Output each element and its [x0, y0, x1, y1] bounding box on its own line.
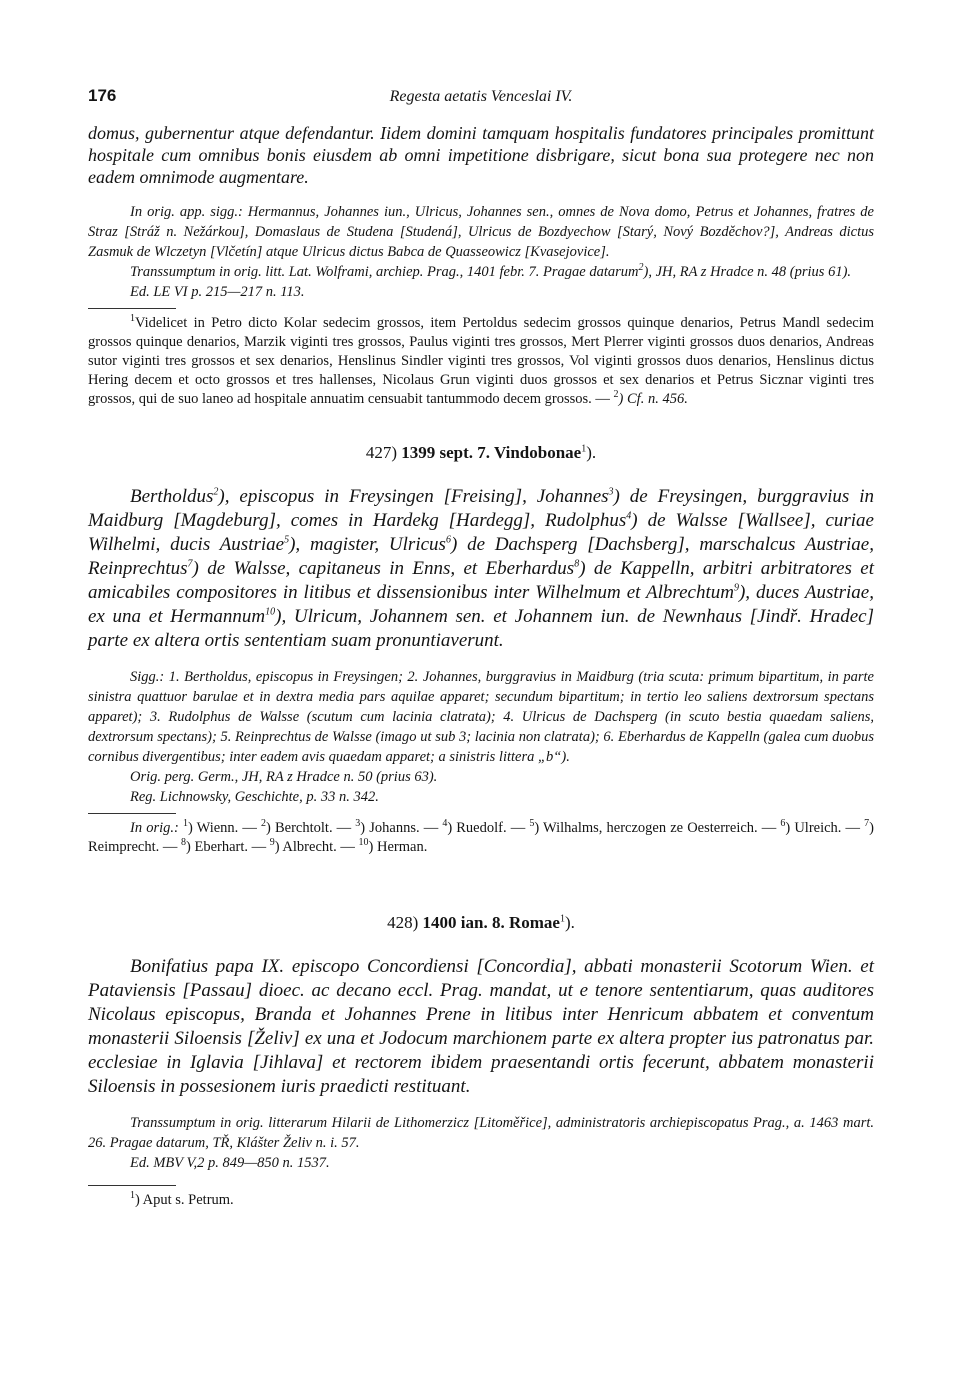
footnote-ref: 10: [265, 606, 276, 618]
footnote-ref: 4: [442, 818, 448, 830]
regest-segment: ) de Dachsperg [Dachsberg], marschalcus Austriae, Reinprechtus: [88, 534, 874, 579]
entry-426-continuation: domus, gubernentur atque defendantur. Iidem domini tamquam hospitalis fundatores principales promittunt hospitale cum omnibus bonis eiusdem ab omni impetitione disbrigare, sicut bona sua protegere nec non eadem omnimode augmentare.: [88, 123, 874, 187]
footnote-ref: 3: [355, 818, 361, 830]
running-title: Regesta aetatis Venceslai IV.: [389, 88, 573, 105]
footnote-ref: 2: [638, 262, 644, 274]
entry-427-regest: [88, 485, 874, 653]
entry-427-sigilla: Sigg.: 1. Bertholdus, episcopus in Freysingen; 2. Johannes, burggravius in Maidburg (tria scuta: primum bipartitum, in parte sinistra quattuor barulae et in dextra media pars aquilae apparet; secundum bipartitum; in tertio leo saliens dextrorsum spectans apparet); 3. Rudolphus de Walsse (scutum cum lacinia clatrata); 4. Ulricus de Dachsperg (in scuto bestia quaedam saliens, dextrorsum spectans); 5. Reinprechtus de Walsse (imago ut sub 3; lacinia non clatrata); 6. Eberhardus de Kappelln (galea cum duobus cornibus divergentibus; inter eadem avis quaedam apparet; a sinistris littera „b“).: [88, 669, 874, 765]
entry-427-apparatus: [88, 667, 874, 807]
footnote-segment: ) Albrecht. —: [274, 839, 359, 855]
entry-426-footnote: $^1$Videlicet in Petro dicto Kolar sedecim grossos, item Pertoldus sedecim grossos quinque denarios, Petrus Mandl sedecim grossos quinque denarios, Marzik viginti tres grossos, Paulus viginti tres grossos, Mert Plerrer viginti grossos duos denarios, Andreas sutor viginti tres grossos et sex denarios, Henslinus Sindler viginti tres grossos, Vol viginti grossos duos denarios, Henslinus dictus Hering decem et octo grossos et tres hallenses, Nicolaus Grun viginti duos grossos et sex denarios et Petrus Sicznar viginti tres grossos, qui de suo laneo ad hospitale annuatim censuabit tantummodo decem grossos. — $^2$) Cf. n. 456.: [88, 313, 874, 407]
footnote-ref: 5: [284, 534, 290, 546]
footnote-segment: ) Johanns. —: [360, 820, 443, 836]
entry-428-transsumptum: Transsumptum in orig. litterarum Hilarii de Lithomerzicz [Litoměřice], administratoris archiepiscopatus Prag., a. 1463 mart. 26. Pragae datarum, TŘ, Klášter Želiv n. i. 57.: [88, 1115, 874, 1151]
regest-segment: ) de Kappelln, arbitri arbitratores et amicabiles compositores in litibus et dissensionibus inter Wilhelmum et Albrechtum: [88, 558, 874, 603]
entry-428-heading: 428) 1400 ian. 8. Romae$^1$).: [387, 913, 575, 932]
entry-428-regest: Bonifatius papa IX. episcopo Concordiensi [Concordia], abbati monasterii Scotorum Wien. et Pataviensis [Passau] dioec. ac decano eccl. Prag. mandat, ut e tenore sententiarum, quas auditores Nicolaus episcopus, Branda et Johannes Prene in litibus inter Henricum abbatem et conventum monasterii Siloensis [Želiv] ex una et Jodocum marchionem parte ex altera propter ius patronatus par. ecclesiae in Iglavia [Jihlava] et rectorem ibidem praesentandi ortis fecerunt, abbatem monasterii Siloensis in possesionem iuris praedicti restituant.: [88, 956, 874, 1097]
footnote-segment: ) Herman.: [368, 839, 428, 855]
footnote-segment: ) Wilhalms, herczogen ze Oesterreich. —: [534, 820, 781, 836]
footnote-ref: 9: [269, 837, 275, 849]
footnote-rule: [88, 813, 176, 814]
footnote-rule: [88, 308, 176, 309]
regest-segment: Bertholdus: [130, 486, 214, 507]
footnote-ref: 7: [187, 558, 193, 570]
entry-427-orig: Orig. perg. Germ., JH, RA z Hradce n. 50 (prius 63).: [130, 769, 438, 785]
footnote-ref: 3: [608, 486, 614, 498]
entry-428-editio: Ed. MBV V,2 p. 849—850 n. 1537.: [130, 1155, 330, 1171]
regest-segment: ), episcopus in Freysingen [Freising], Johannes: [218, 486, 609, 507]
footnote-ref: 8: [181, 837, 187, 849]
entry-426-editio: Ed. LE VI p. 215—217 n. 113.: [130, 284, 305, 300]
entry-426-sigilla: In orig. app. sigg.: Hermannus, Johannes iun., Ulricus, Johannes sen., omnes de Nova domo, Petrus et Johannes, fratres de Straz [Stráž n. Nežárkou], Domaslaus de Studena [Studená], Ulricus de Bozdyechow [Starý, Nový Bozděchov?], Andreas dictus Zasmuk de Wlczetyn [Vlčetín] atque Ulricus dictus Babca de Quasseowicz [Kvasejovice].: [88, 204, 874, 260]
footnote-ref: 8: [574, 558, 580, 570]
regest-segment: ) de Freysingen, burggravius in Maidburg [Magdeburg], comes in Hardekg [Hardegg], Rudolphus: [88, 486, 874, 531]
footnote-ref: 2: [213, 486, 219, 498]
footnote-segment: ) Ruedolf. —: [447, 820, 530, 836]
entry-427-footnote: In orig.: $^1$) Wienn. — $^2$) Berchtolt. — $^3$) Johanns. — $^4$) Ruedolf. — $^5$) Wilhalms, herczogen ze Oesterreich. — $^6$) Ulreich. — $^7$) Reimprecht. — $^8$) Eberhart. — $^9$) Albrecht. — $^{10}$) Herman.: [88, 818, 875, 855]
footnote-segment: ) Ulreich. —: [785, 820, 865, 836]
footnote-ref: 6: [445, 534, 451, 546]
footnote-ref: 2: [261, 818, 267, 830]
footnote-ref: 1: [182, 818, 188, 830]
entry-427-heading: 427) 1399 sept. 7. Vindobonae$^1$).: [365, 443, 597, 462]
page-number: 176: [88, 86, 117, 105]
footnote-segment: ) Berchtolt. —: [266, 820, 356, 836]
entry-428-footnote: $^1$) Aput s. Petrum.: [130, 1190, 234, 1208]
footnote-ref: 6: [780, 818, 786, 830]
regest-segment: ), magister, Ulricus: [289, 534, 446, 555]
regest-segment: ) de Walsse [Wallsee], curiae Wilhelmi, ducis Austriae: [88, 510, 874, 555]
footnote-ref: 4: [626, 510, 632, 522]
entry-426-apparatus: [88, 202, 874, 302]
footnote-segment: ) Reimprecht. —: [88, 820, 875, 855]
footnote-segment: ) Wienn. —: [187, 820, 262, 836]
footnote-rule: [88, 1185, 176, 1186]
regest-segment: ), duces Austriae, ex una et Hermannum: [88, 582, 874, 627]
footnote-ref: 7: [864, 818, 870, 830]
running-header: [88, 82, 874, 122]
regest-segment: ) de Walsse, capitaneus in Enns, et Eberhardus: [192, 558, 575, 579]
regest-segment: ), Ulricum, Johannem sen. et Johannem iun. de Newnhaus [Jindř. Hradec] parte ex altera ortis sententiam suam pronuntiaverunt.: [88, 606, 874, 651]
page: [88, 82, 874, 1210]
entry-426-transsumptum: Transsumptum in orig. litt. Lat. Wolframi, archiep. Prag., 1401 febr. 7. Pragae datarum$^2$), JH, RA z Hradce n. 48 (prius 61).: [130, 262, 852, 280]
footnote-segment: ) Eberhart. —: [186, 839, 270, 855]
entry-427-reg: Reg. Lichnowsky, Geschichte, p. 33 n. 342.: [130, 789, 379, 805]
footnote-ref: 5: [529, 818, 535, 830]
entry-428-apparatus: [88, 1113, 874, 1173]
footnote-ref: 9: [733, 582, 739, 594]
footnote-ref: 10: [358, 837, 369, 849]
